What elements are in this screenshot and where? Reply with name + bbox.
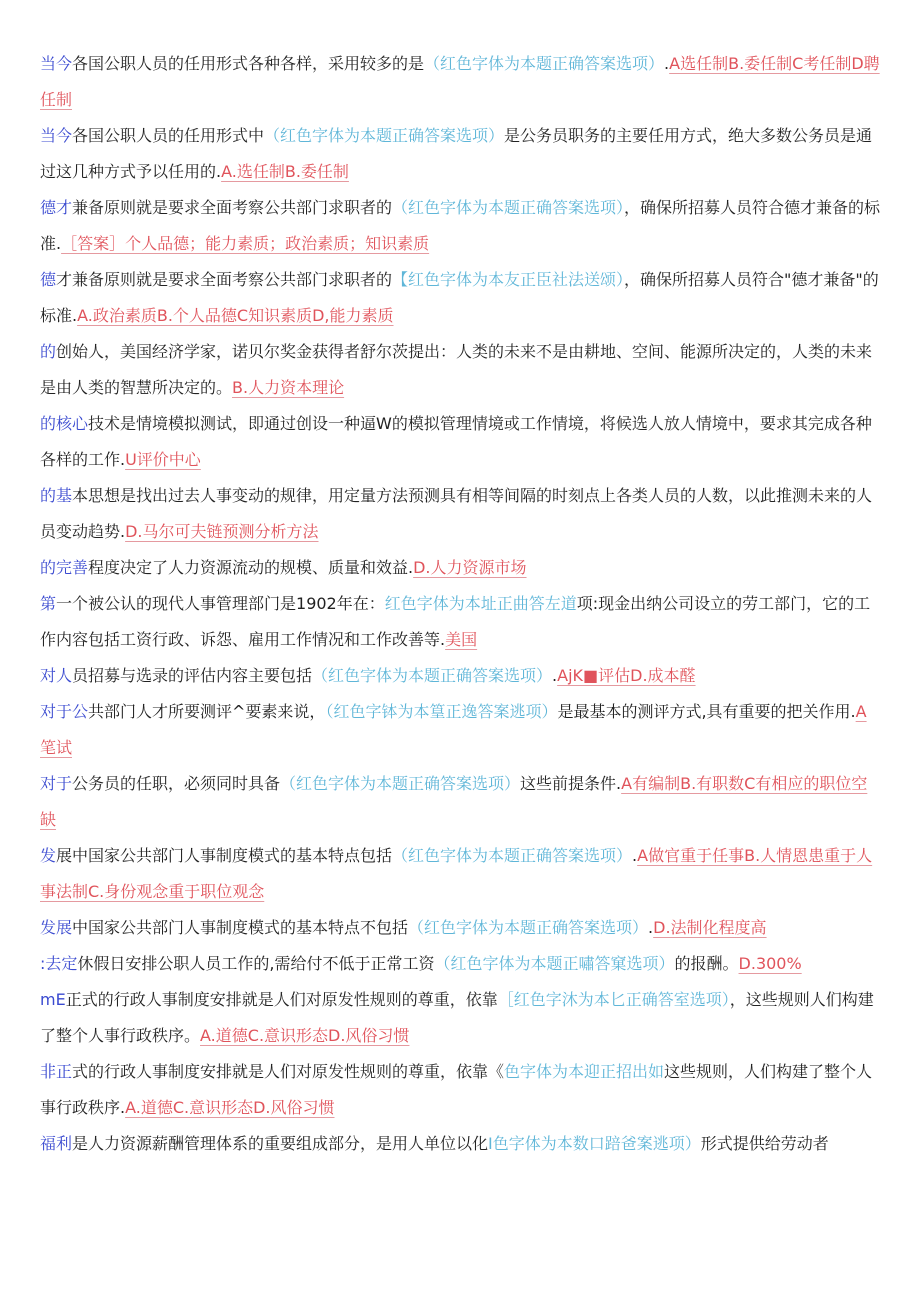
- hint-text: 色字体为本迎正招出如: [504, 1062, 665, 1081]
- question-lead: 发展: [40, 918, 73, 937]
- hint-text: （红色字体为本题正确答案选项）: [408, 918, 649, 937]
- question-paragraph: [40, 946, 882, 982]
- question-text: 是公务员职务的主要任用方式，绝大多数公务员是通过这几种方式予以任用的.: [40, 126, 873, 181]
- question-paragraph: [40, 1126, 882, 1162]
- question-text: .: [552, 666, 558, 685]
- question-lead: 当今: [40, 54, 73, 73]
- question-paragraph: [40, 118, 882, 190]
- question-text: ，这些规则人们构建了整个人事行政秩序。: [40, 990, 874, 1045]
- question-lead: 对人: [40, 666, 73, 685]
- question-lead: 发: [40, 846, 57, 865]
- question-text: 创始人，美国经济学家，诺贝尔奖金获得者舒尔茨提出：人类的未来不是由耕地、空间、能源所决定的，人类的未来是由人类的智慧所决定的。: [40, 342, 873, 397]
- question-lead: 福利: [40, 1134, 73, 1153]
- question-paragraph: [40, 910, 882, 946]
- question-text: 的报酬。: [674, 954, 739, 973]
- question-text: 是人力资源薪酬管理体系的重要组成部分，是用人单位以化: [72, 1134, 489, 1153]
- question-text: 程度决定了人力资源流动的规模、质量和效益.: [88, 558, 414, 577]
- hint-text: ［红色字沐为本匕正确答室选项）: [497, 990, 730, 1009]
- question-lead: 的完善: [40, 558, 89, 577]
- question-text: 技术是情境模拟测试，即通过创设一种逼W的模拟管理情境或工作情境，将候选人放人情境中，要求其完成各种各样的工作.: [40, 414, 872, 469]
- question-paragraph: [40, 982, 882, 1054]
- hint-text: （红色字体为本题正确答案选项）: [392, 846, 633, 865]
- question-paragraph: [40, 586, 882, 658]
- answer-text: D.马尔可夫链预测分析方法: [125, 522, 319, 541]
- question-text: 是最基本的测评方式,具有重要的把关作用.: [557, 702, 856, 721]
- question-text: 式的行政人事制度安排就是人们对原发性规则的尊重，依靠《: [72, 1062, 505, 1081]
- question-lead: 德才: [40, 198, 73, 217]
- answer-text: A选任制B.委任制C考任制D聘任制: [40, 54, 880, 109]
- answer-text: D.法制化程度高: [653, 918, 767, 937]
- question-lead: 的核心: [40, 414, 89, 433]
- question-paragraph: [40, 190, 882, 262]
- answer-text: B.人力资本理论: [232, 378, 345, 397]
- question-paragraph: [40, 766, 882, 838]
- question-text: 休假日安排公职人员工作的,需给付不低于正常工资: [77, 954, 435, 973]
- question-paragraph: [40, 46, 882, 118]
- answer-text: A.政治素质B.个人品德C知识素质D,能力素质: [77, 306, 394, 325]
- question-text: 中国家公共部门人事制度模式的基本特点不包括: [72, 918, 409, 937]
- question-lead: 德: [40, 270, 57, 289]
- answer-text: A.选任制B.委任制: [221, 162, 349, 181]
- question-text: 兼备原则就是要求全面考察公共部门求职者的: [72, 198, 393, 217]
- answer-text: A.道德C.意识形态D.风俗习惯: [125, 1098, 335, 1117]
- question-text: 员招募与选录的评估内容主要包括: [72, 666, 313, 685]
- answer-text: A有编制B.有职数C有相应的职位空缺: [40, 774, 868, 829]
- question-lead: 第: [40, 594, 57, 613]
- question-text: 本思想是找出过去人事变动的规律，用定量方法预测具有相等间隔的时刻点上各类人员的人数，以此推测未来的人员变动趋势.: [40, 486, 873, 541]
- answer-text: A笔试: [40, 702, 867, 757]
- question-lead: 对于: [40, 774, 73, 793]
- question-text: 一个被公认的现代人事管理部门是1902年在：: [56, 594, 385, 613]
- question-lead: 非正: [40, 1062, 73, 1081]
- answer-text: A.道德C.意识形态D.风俗习惯: [200, 1026, 410, 1045]
- hint-text: （红色字体为本题正确答案选项）: [392, 198, 625, 217]
- answer-text: ［答案］个人品德；能力素质；政治素质；知识素质: [61, 234, 430, 253]
- hint-text: （红色字体为本题正确答案选项）: [424, 54, 665, 73]
- question-text: .: [664, 54, 670, 73]
- question-text: 正式的行政人事制度安排就是人们对原发性规则的尊重，依靠: [65, 990, 498, 1009]
- answer-text: D.300%: [738, 954, 802, 973]
- hint-text: （红色字体为本题正确答案选项）: [280, 774, 521, 793]
- question-lead: 的: [40, 342, 57, 361]
- hint-text: （红色字体为本题正嘯答窠选项）: [434, 954, 675, 973]
- question-lead: 对于公: [40, 702, 89, 721]
- answer-text: AjK■评估D.成本醛: [557, 666, 696, 685]
- question-lead: 的基: [40, 486, 73, 505]
- question-lead: 当今: [40, 126, 73, 145]
- question-text: 共部门人才所要测评^要素来说，: [88, 702, 326, 721]
- hint-text: （红色字体为本题正确答案选项）: [264, 126, 505, 145]
- question-text: 才兼备原则就是要求全面考察公共部门求职者的: [56, 270, 393, 289]
- question-paragraph: [40, 838, 882, 910]
- question-lead: :去定: [40, 954, 78, 973]
- question-paragraph: [40, 658, 882, 694]
- question-paragraph: [40, 550, 882, 586]
- answer-text: U评价中心: [125, 450, 201, 469]
- question-text: .: [632, 846, 638, 865]
- question-paragraph: [40, 1054, 882, 1126]
- hint-text: I色字体为本数口踣爸案逃项）: [488, 1134, 701, 1153]
- question-lead: mE: [40, 990, 66, 1009]
- question-text: 各国公职人员的任用形式中: [72, 126, 265, 145]
- question-text: ，确保所招募人员符合"德才兼备"的标准.: [40, 270, 879, 325]
- question-text: 各国公职人员的任用形式各种各样，采用较多的是: [72, 54, 425, 73]
- question-text: 公务员的任职，必须同时具备: [72, 774, 281, 793]
- question-paragraph: [40, 478, 882, 550]
- question-paragraph: [40, 334, 882, 406]
- answer-text: D.人力资源市场: [413, 558, 527, 577]
- hint-text: （红色字体为本题正确答案选项）: [312, 666, 553, 685]
- question-text: 项:现金出纳公司设立的劳工部门，它的工作内容包括工资行政、诉怨、雇用工作情况和工作改善等.: [40, 594, 871, 649]
- hint-text: （红色字钵为本篁正逸答案逃项）: [325, 702, 558, 721]
- question-text: 这些规则，人们构建了整个人事行政秩序.: [40, 1062, 873, 1117]
- question-paragraph: [40, 406, 882, 478]
- question-text: ，确保所招募人员符合德才兼备的标准.: [40, 198, 881, 253]
- answer-text: 美国: [445, 630, 478, 649]
- answer-text: A做官重于任事B.人情恩患重于人事法制C.身份观念重于职位观念: [40, 846, 873, 901]
- question-text: .: [648, 918, 654, 937]
- hint-text: 红色字体为本址正曲答左道: [384, 594, 577, 613]
- question-paragraph: [40, 262, 882, 334]
- hint-text: 【红色字体为本友正臣社法送颂）: [392, 270, 625, 289]
- question-paragraph: [40, 694, 882, 766]
- question-text: 展中国家公共部门人事制度模式的基本特点包括: [56, 846, 393, 865]
- question-text: 形式提供给劳动者: [700, 1134, 829, 1153]
- question-text: 这些前提条件.: [520, 774, 622, 793]
